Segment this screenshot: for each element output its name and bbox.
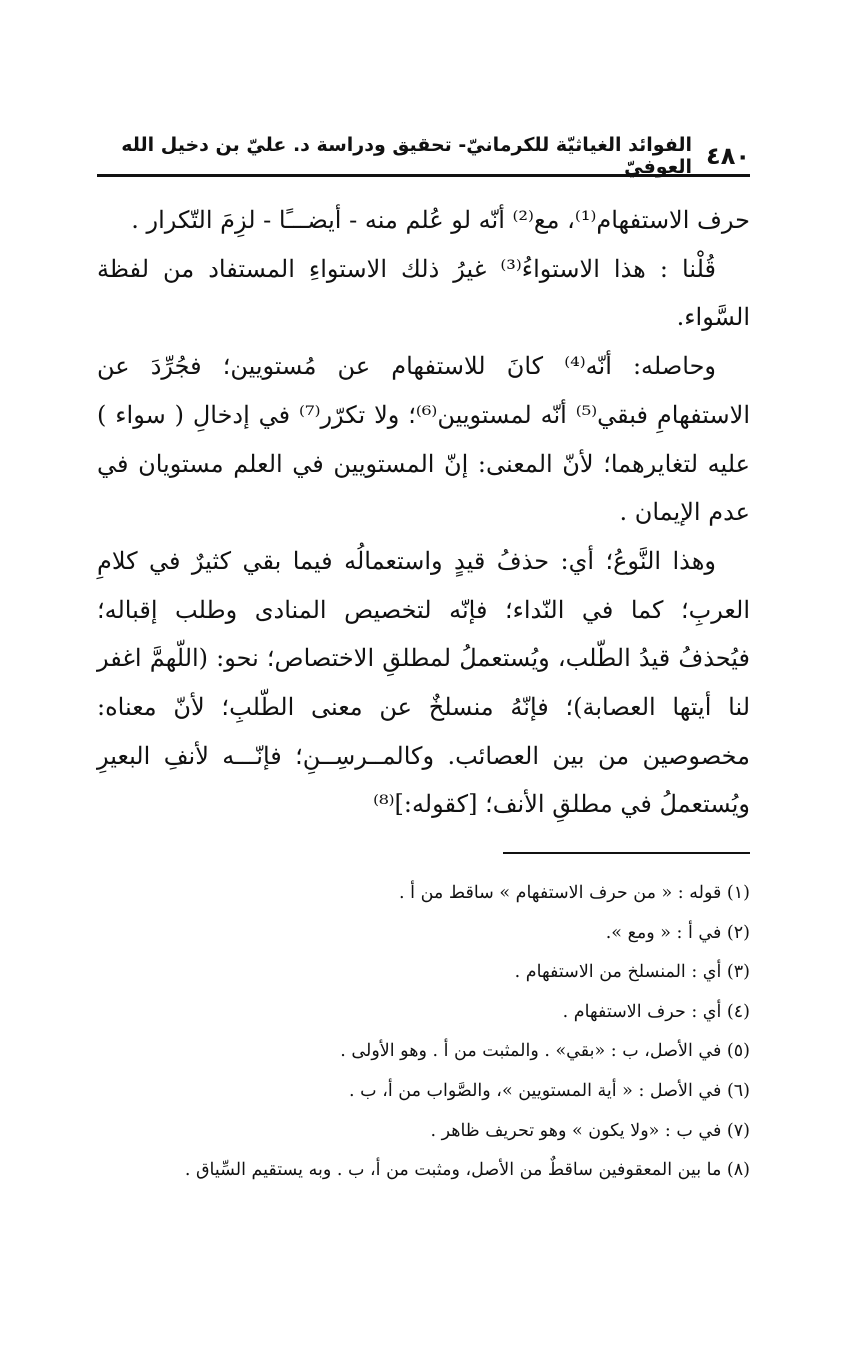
footnote-5: (٥) في الأصل، ب : «بقي» . والمثبت من أ . وهو الأولى .	[340, 1041, 750, 1062]
paragraph-3: وحاصله: أنّه⁽⁴⁾ كانَ للاستفهام عن مُستويين؛ فجُرِّدَ عن الاستفهامِ فبقي⁽⁵⁾ أنّه لمستويين⁽⁶⁾؛ ولا تكرّر⁽⁷⁾ في إدخالِ ( سواء ) عليه لتغايرهما؛ لأنّ المعنى: إنّ المستويين في العلم مستويان في عدم الإيمان .	[97, 352, 750, 527]
footnote-6: (٦) في الأصل : « أية المستويين »، والصَّواب من أ، ب .	[349, 1080, 750, 1101]
running-title: الفوائد الغياثيّة للكرمانيّ- تحقيق ودراسة د. عليّ بن دخيل الله العوفيّ	[121, 134, 693, 178]
main-text	[97, 196, 750, 829]
running-header	[97, 134, 750, 178]
footnote-3: (٣) أي : المنسلخ من الاستفهام .	[514, 962, 750, 983]
header-rule	[97, 174, 750, 177]
footnote-7: (٧) في ب : «ولا يكون » وهو تحريف ظاهر .	[430, 1120, 750, 1141]
paragraph-4: وهذا النَّوعُ؛ أي: حذفُ قيدٍ واستعمالُه فيما بقي كثيرٌ في كلامِ العربِ؛ كما في النّداء؛ فإنّه لتخصيص المنادى وطلب إقباله؛ فيُحذفُ قيدُ الطّلب، ويُستعملُ لمطلقِ الاختصاص؛ نحو: (اللّهمَّ اغفر لنا أيتها العصابة)؛ فإنّهُ منسلخٌ عن معنى الطّلبِ؛ لأنّ معناه: مخصوصين من بين العصائب. وكالمــرسِــنِ؛ فإنّـــه لأنفِ البعيرِ ويُستعملُ في مطلقِ الأنف؛ [كقوله:]⁽⁸⁾	[97, 546, 750, 819]
footnote-2: (٢) في أ : « ومع ».	[605, 922, 750, 943]
page-number: ٤٨٠	[706, 142, 750, 170]
footnote-1: (١) قوله : « من حرف الاستفهام » ساقط من أ .	[399, 883, 750, 903]
paragraph-1: حرف الاستفهام⁽¹⁾، مع⁽²⁾ أنّه لو عُلم منه - أيضـــًا - لزِمَ التّكرار .	[131, 206, 750, 234]
footnote-8: (٨) ما بين المعقوفين ساقطٌ من الأصل، ومثبت من أ، ب . وبه يستقيم السِّياق .	[184, 1160, 750, 1181]
footnote-separator	[503, 852, 750, 854]
paragraph-2: قُلْنا : هذا الاستواءُ⁽³⁾ غيرُ ذلك الاستواءِ المستفاد من لفظة السَّواء.	[97, 254, 750, 332]
footnotes	[97, 874, 750, 1191]
footnote-4: (٤) أي : حرف الاستفهام .	[562, 1001, 750, 1022]
